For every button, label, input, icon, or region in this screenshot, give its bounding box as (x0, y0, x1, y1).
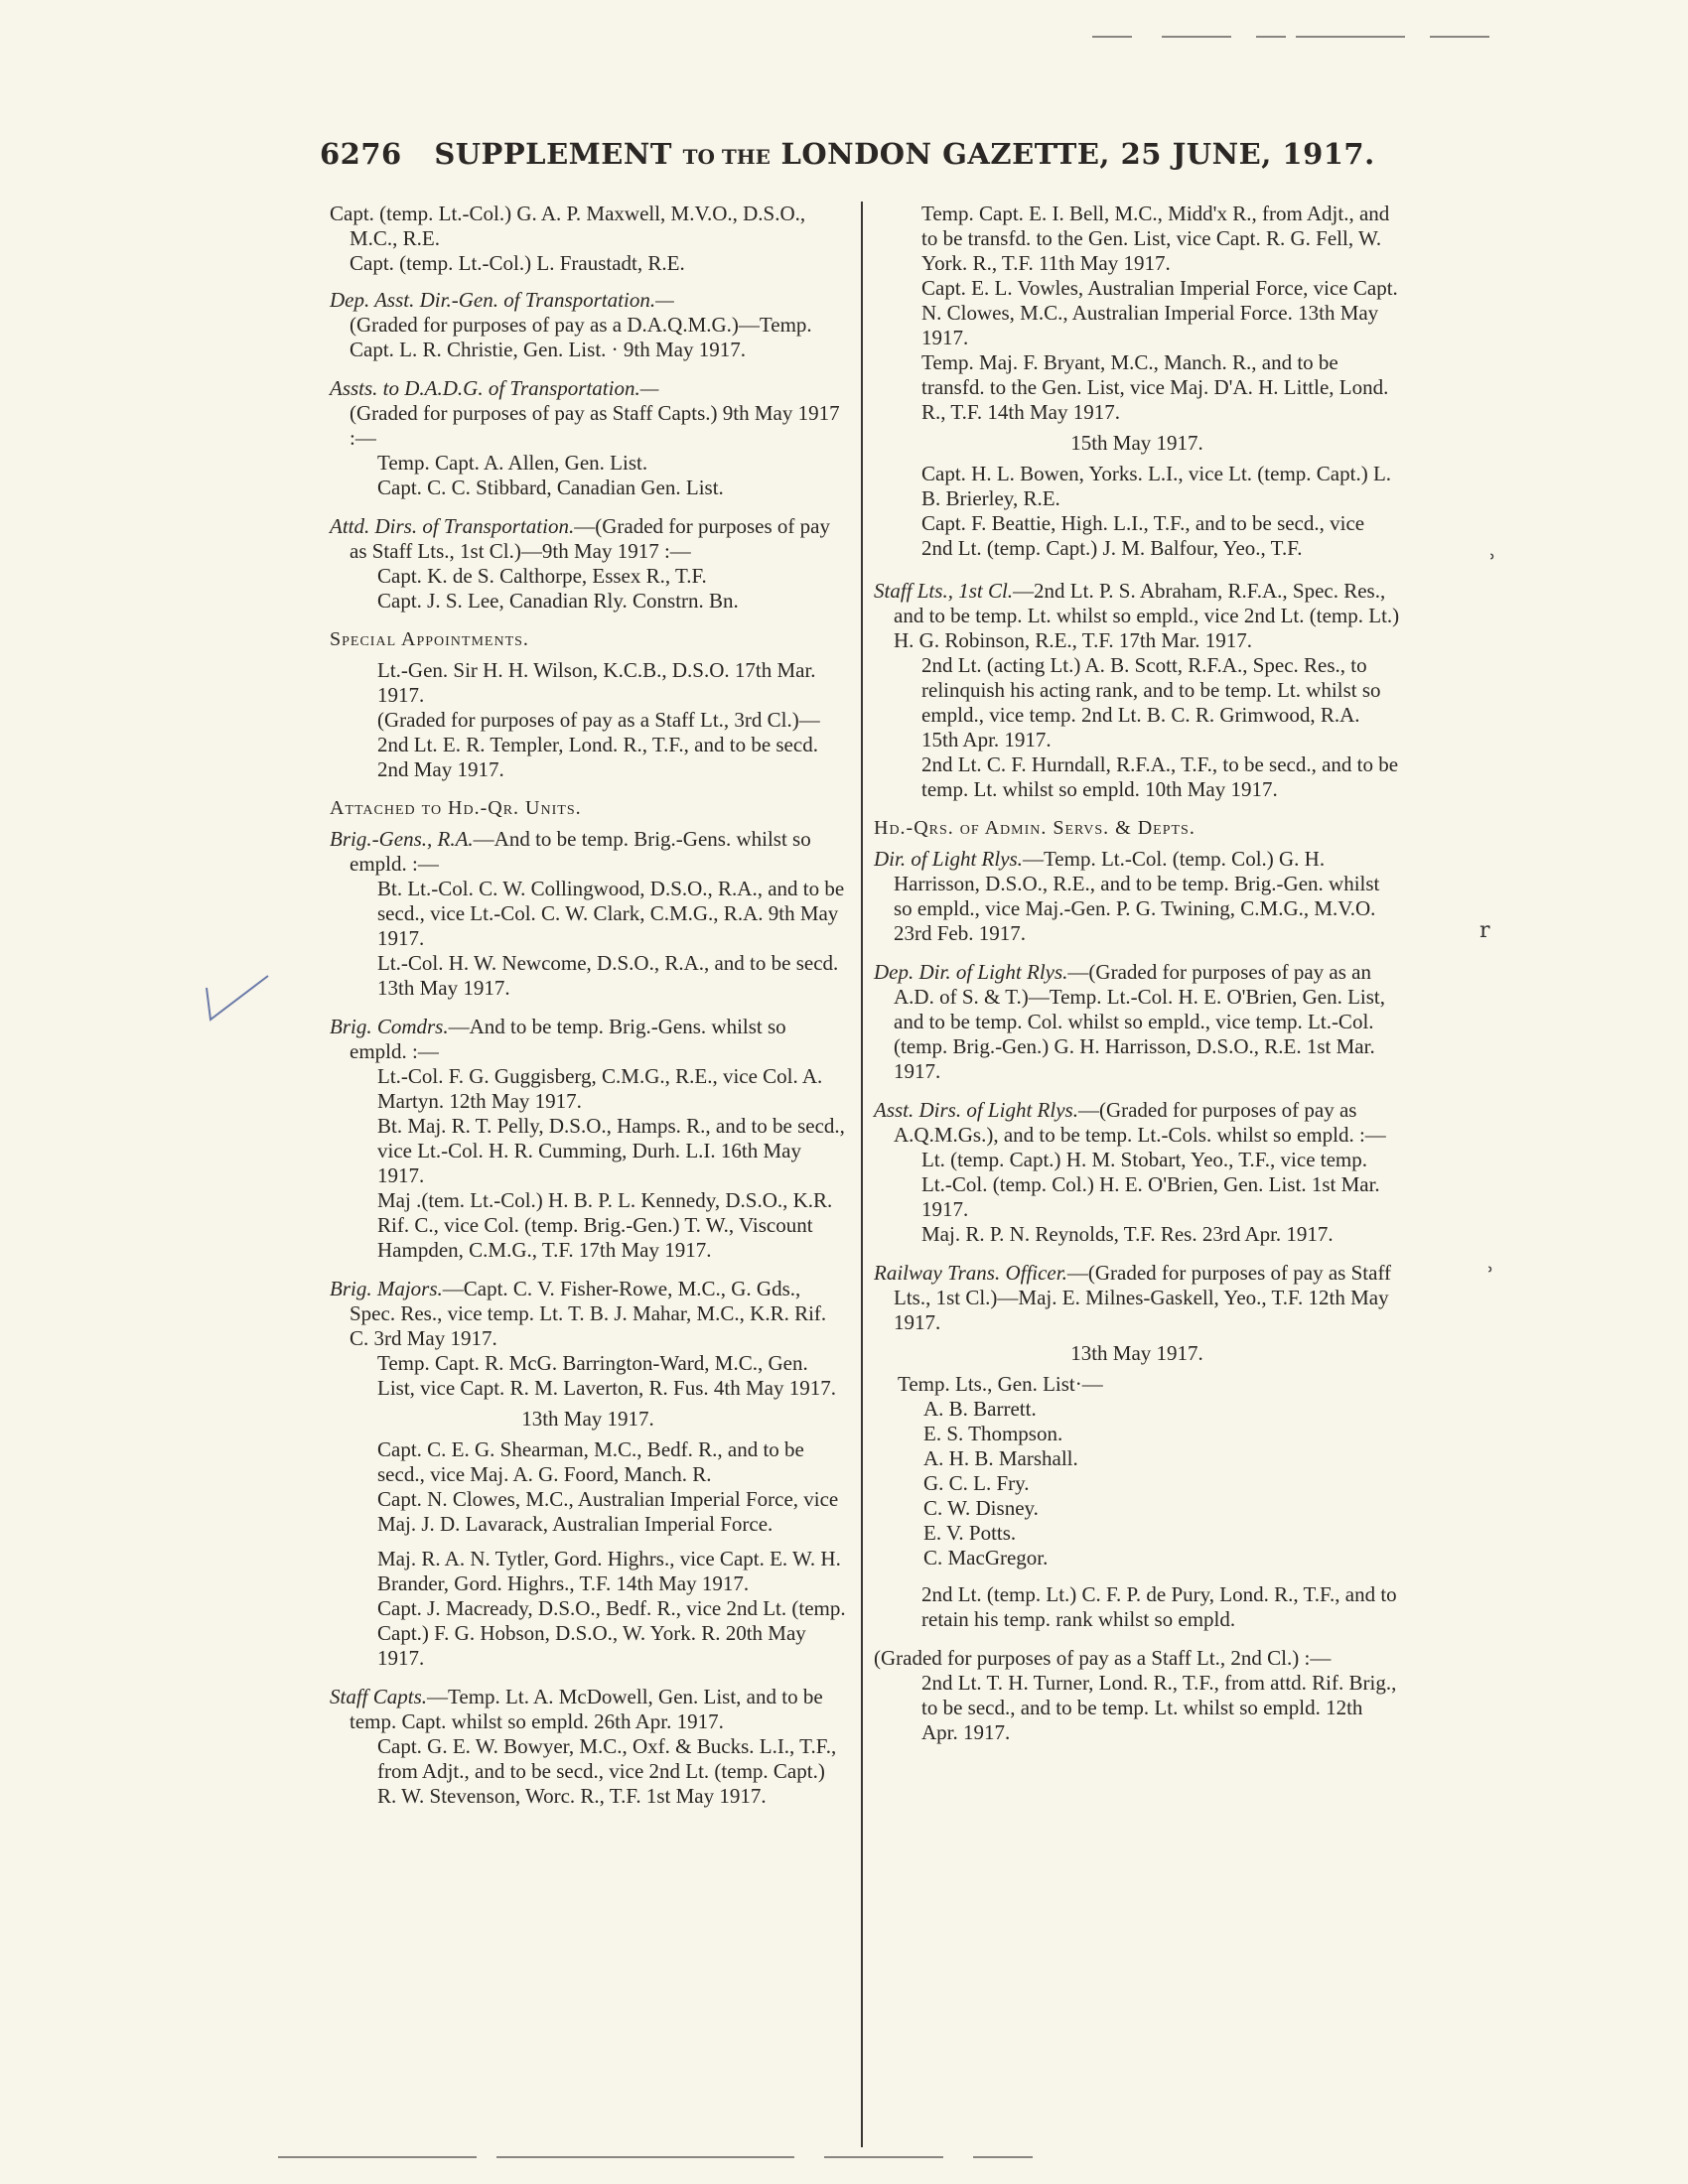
section-title: Staff Capts. (330, 1685, 428, 1708)
left-column (330, 202, 846, 1809)
list-item: E. V. Potts. (923, 1521, 1017, 1545)
entry: Bt. Lt.-Col. C. W. Collingwood, D.S.O., R.A., and to be secd., vice Lt.-Col. C. W. Clark, C.M.G., R.A. 9th May 1917. (377, 877, 845, 950)
section-title: Staff Lts., 1st Cl. (874, 579, 1014, 603)
section-title: Dir. of Light Rlys. (874, 847, 1023, 871)
section-title: Brig. Majors. (330, 1277, 443, 1300)
entry: —(Graded for purposes of pay as Staff Lts., 1st Cl.)—Maj. E. Milnes-Gaskell, Yeo., T.F. 12th May 1917. (894, 1261, 1392, 1334)
title-supplement: SUPPLEMENT (434, 137, 672, 171)
column-divider (861, 202, 863, 2147)
bottom-rule-1 (278, 2156, 477, 2158)
section-heading: Attached to Hd.-Qr. Units. (330, 797, 582, 819)
entry: Capt. F. Beattie, High. L.I., T.F., and to be secd., vice 2nd Lt. (temp. Capt.) J. M. Balfour, Yeo., T.F. (921, 511, 1365, 560)
entry: 2nd Lt. (temp. Lt.) C. F. P. de Pury, Lond. R., T.F., and to retain his temp. rank whilst so empld. (921, 1582, 1397, 1631)
entry: Temp. Lts., Gen. List·— (898, 1372, 1103, 1396)
entry: (Graded for purposes of pay as a Staff Lt., 2nd Cl.) :— (874, 1646, 1332, 1670)
page-header (320, 137, 1375, 171)
entry: Bt. Maj. R. T. Pelly, D.S.O., Hamps. R., and to be secd., vice Lt.-Col. H. R. Cumming, Durh. L.I. 16th May 1917. (377, 1114, 845, 1187)
section-title: Attd. Dirs. of Transportation. (330, 514, 575, 538)
entry: 2nd Lt. (acting Lt.) A. B. Scott, R.F.A., Spec. Res., to relinquish his acting rank, and to be temp. Lt. whilst so empld., vice temp. 2nd Lt. B. C. R. Grimwood, R.A. 15th Apr. 1917. (921, 653, 1381, 751)
margin-mark: r (1479, 918, 1490, 943)
bottom-rule-3 (824, 2156, 943, 2158)
entry: Temp. Capt. E. I. Bell, M.C., Midd'x R., from Adjt., and to be transfd. to the Gen. List, vice Capt. R. G. Fell, W. York. R., T.F. 11th May 1917. (921, 202, 1390, 275)
entry: (Graded for purposes of pay as Staff Capts.) 9th May 1917 :— (350, 401, 840, 450)
list-item: A. H. B. Marshall. (923, 1446, 1078, 1470)
margin-mark: ˒ (1489, 546, 1496, 571)
pencil-tick-mark (199, 968, 278, 1027)
entry: Maj. R. P. N. Reynolds, T.F. Res. 23rd Apr. 1917. (921, 1222, 1334, 1246)
name-list (874, 1397, 1400, 1570)
entry: —Capt. C. V. Fisher-Rowe, M.C., G. Gds., Spec. Res., vice temp. Lt. T. B. J. Mahar, M.C., K.R. Rif. C. 3rd May 1917. (350, 1277, 827, 1350)
entry: Lt.-Col. F. G. Guggisberg, C.M.G., R.E., vice Col. A. Martyn. 12th May 1917. (377, 1064, 823, 1113)
section-title: Brig. Comdrs. (330, 1015, 449, 1038)
title-to-the: TO THE (682, 145, 771, 169)
list-item: E. S. Thompson. (923, 1422, 1063, 1445)
section-title: Railway Trans. Officer. (874, 1261, 1067, 1285)
entry: Temp. Maj. F. Bryant, M.C., Manch. R., and to be transfd. to the Gen. List, vice Maj. D'A. H. Little, Lond. R., T.F. 14th May 1917. (921, 350, 1389, 424)
entry: (Graded for purposes of pay as a D.A.Q.M.G.)—Temp. Capt. L. R. Christie, Gen. List. · 9th May 1917. (350, 313, 812, 361)
top-rule-5 (1430, 36, 1489, 38)
entry: (Graded for purposes of pay as a Staff Lt., 3rd Cl.)—2nd Lt. E. R. Templer, Lond. R., T.F., and to be secd. 2nd May 1917. (377, 708, 820, 781)
section-title: Asst. Dirs. of Light Rlys. (874, 1098, 1078, 1122)
right-column (874, 202, 1400, 1745)
list-item: G. C. L. Fry. (923, 1471, 1030, 1495)
date-heading: 15th May 1917. (1070, 431, 1203, 455)
date-heading: 13th May 1917. (1070, 1341, 1203, 1365)
entry: —(Graded for purposes of pay as A.Q.M.Gs.), and to be temp. Lt.-Cols. whilst so empld. :— (894, 1098, 1386, 1147)
section-title: Dep. Dir. of Light Rlys. (874, 960, 1068, 984)
entry: —(Graded for purposes of pay as an A.D. of S. & T.)—Temp. Lt.-Col. H. E. O'Brien, Gen. List, and to be temp. Col. whilst so empld., vice temp. Lt.-Col. (temp. Brig.-Gen.) G. H. Harrisson, D.S.O., R.E. 1st Mar. 1917. (894, 960, 1385, 1083)
entry: Lt.-Col. H. W. Newcome, D.S.O., R.A., and to be secd. 13th May 1917. (377, 951, 839, 1000)
page-number: 6276 (320, 137, 402, 171)
bottom-rule-4 (973, 2156, 1033, 2158)
section-title: Brig.-Gens., R.A. (330, 827, 474, 851)
entry: Capt. E. L. Vowles, Australian Imperial Force, vice Capt. N. Clowes, M.C., Australian Imperial Force. 13th May 1917. (921, 276, 1398, 349)
section-title: Dep. Asst. Dir.-Gen. of Transportation.— (330, 288, 674, 312)
title-gazette: LONDON GAZETTE, 25 JUNE, 1917. (780, 137, 1375, 171)
entry: —2nd Lt. P. S. Abraham, R.F.A., Spec. Res., and to be temp. Lt. whilst so empld., vice 2nd Lt. (temp. Lt.) H. G. Robinson, R.E., T.F. 17th Mar. 1917. (894, 579, 1400, 652)
list-item: C. MacGregor. (923, 1546, 1049, 1570)
entry: Temp. Capt. R. McG. Barrington-Ward, M.C., Gen. List, vice Capt. R. M. Laverton, R. Fus. 4th May 1917. (377, 1351, 836, 1400)
entry: Capt. (temp. Lt.-Col.) G. A. P. Maxwell, M.V.O., D.S.O., M.C., R.E. (330, 202, 806, 250)
top-rule-4 (1296, 36, 1405, 38)
entry: Capt. J. S. Lee, Canadian Rly. Constrn. Bn. (377, 589, 739, 613)
entry: Capt. K. de S. Calthorpe, Essex R., T.F. (377, 564, 707, 588)
entry: —(Graded for purposes of pay as Staff Lts., 1st Cl.)—9th May 1917 :— (350, 514, 830, 563)
entry: —And to be temp. Brig.-Gens. whilst so empld. :— (350, 827, 811, 876)
entry: —Temp. Lt. A. McDowell, Gen. List, and to be temp. Capt. whilst so empld. 26th Apr. 1917. (350, 1685, 823, 1733)
date-heading: 13th May 1917. (521, 1407, 654, 1431)
section-heading: Hd.-Qrs. of Admin. Servs. & Depts. (874, 817, 1196, 839)
entry: Capt. (temp. Lt.-Col.) L. Fraustadt, R.E. (350, 251, 685, 275)
entry: Capt. C. E. G. Shearman, M.C., Bedf. R., and to be secd., vice Maj. A. G. Foord, Manch. R. (377, 1437, 804, 1486)
section-heading: Special Appointments. (330, 628, 529, 650)
list-item: C. W. Disney. (923, 1496, 1039, 1520)
bottom-rule-2 (496, 2156, 794, 2158)
entry: Capt. N. Clowes, M.C., Australian Imperial Force, vice Maj. J. D. Lavarack, Australian Imperial Force. (377, 1487, 839, 1536)
entry: Capt. H. L. Bowen, Yorks. L.I., vice Lt. (temp. Capt.) L. B. Brierley, R.E. (921, 462, 1392, 510)
entry: Temp. Capt. A. Allen, Gen. List. (377, 451, 648, 475)
entry: 2nd Lt. T. H. Turner, Lond. R., T.F., from attd. Rif. Brig., to be secd., and to be temp. Lt. whilst so empld. 12th Apr. 1917. (921, 1671, 1397, 1744)
entry: Lt. (temp. Capt.) H. M. Stobart, Yeo., T.F., vice temp. Lt.-Col. (temp. Col.) H. E. O'Brien, Gen. List. 1st Mar. 1917. (921, 1148, 1380, 1221)
entry: Capt. C. C. Stibbard, Canadian Gen. List. (377, 476, 724, 499)
entry: Capt. G. E. W. Bowyer, M.C., Oxf. & Bucks. L.I., T.F., from Adjt., and to be secd., vice 2nd Lt. (temp. Capt.) R. W. Stevenson, Worc. R., T.F. 1st May 1917. (377, 1734, 837, 1808)
top-rule-1 (1092, 36, 1132, 38)
entry: —Temp. Lt.-Col. (temp. Col.) G. H. Harrisson, D.S.O., R.E., and to be temp. Brig.-Gen. whilst so empld., vice Maj.-Gen. P. G. Twining, C.M.G., M.V.O. 23rd Feb. 1917. (894, 847, 1380, 945)
entry: Maj .(tem. Lt.-Col.) H. B. P. L. Kennedy, D.S.O., K.R. Rif. C., vice Col. (temp. Brig.-Gen.) T. W., Viscount Hampden, C.M.G., T.F. 17th May 1917. (377, 1188, 833, 1262)
margin-mark: ˒ (1487, 1259, 1494, 1284)
top-rule-2 (1162, 36, 1231, 38)
entry: —And to be temp. Brig.-Gens. whilst so empld. :— (350, 1015, 786, 1063)
entry: Lt.-Gen. Sir H. H. Wilson, K.C.B., D.S.O. 17th Mar. 1917. (377, 658, 816, 707)
top-rule-3 (1256, 36, 1286, 38)
entry: Capt. J. Macready, D.S.O., Bedf. R., vice 2nd Lt. (temp. Capt.) F. G. Hobson, D.S.O., W. York. R. 20th May 1917. (377, 1596, 846, 1670)
list-item: A. B. Barrett. (923, 1397, 1037, 1421)
entry: 2nd Lt. C. F. Hurndall, R.F.A., T.F., to be secd., and to be temp. Lt. whilst so empld. 10th May 1917. (921, 752, 1399, 801)
section-title: Assts. to D.A.D.G. of Transportation.— (330, 376, 659, 400)
entry: Maj. R. A. N. Tytler, Gord. Highrs., vice Capt. E. W. H. Brander, Gord. Highrs., T.F. 14th May 1917. (377, 1547, 841, 1595)
